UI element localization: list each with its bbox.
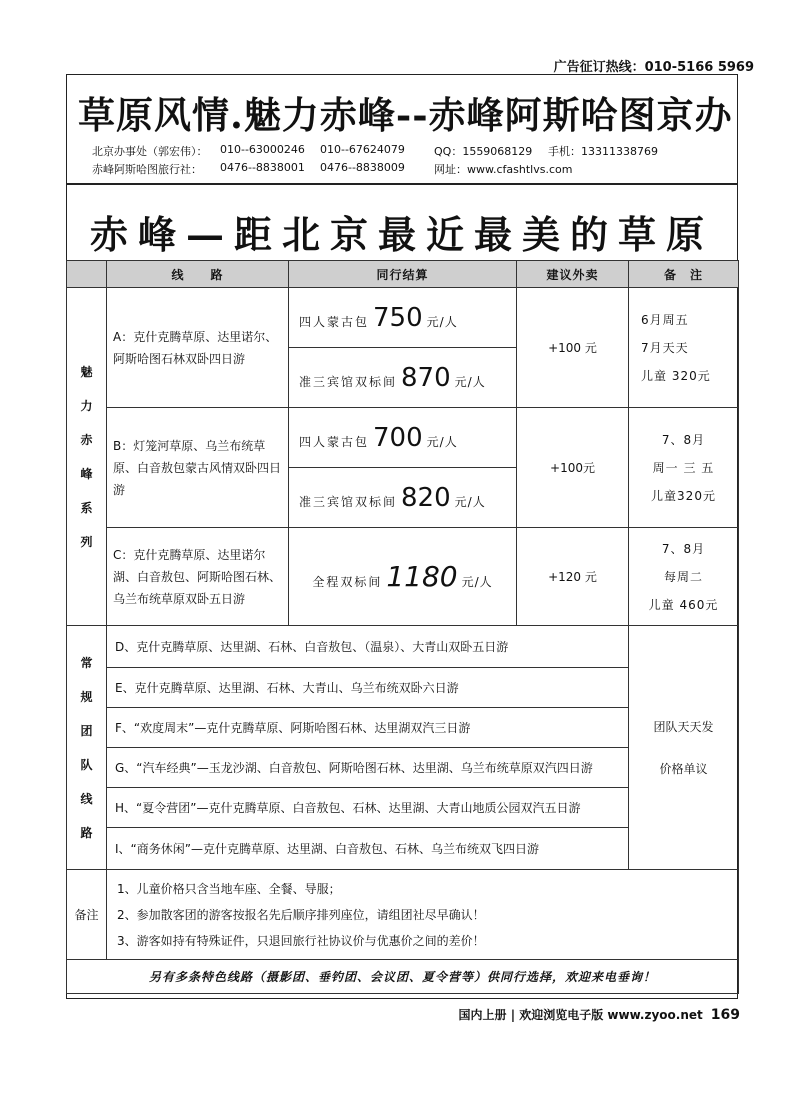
office-phone-2: 010--67624079 [320,143,405,156]
tour-c-route: C：克什克腾草原、达里诺尔湖、白音敖包、阿斯哈图石林、乌兰布统草原双卧五日游 [107,528,289,626]
table-row [67,408,739,468]
advertising-hotline: 广告征订热线：010-5166 5969 [553,60,754,75]
brand-title: 草原风情.魅力赤峰--赤峰阿斯哈图京办 [78,93,733,137]
tour-a-route: A：克什克腾草原、达里诺尔、阿斯哈图石林双卧四日游 [107,288,289,408]
route-f: F、“欢度周末”—克什克腾草原、阿斯哈图石林、达里湖双汽三日游 [107,708,629,748]
table-header-row [67,261,739,288]
table-row [67,960,739,994]
tour-b-price-2: 准三宾馆双标间 820 元/人 [289,468,517,528]
tour-b-route: B：灯笼河草原、乌兰布统草原、白音敖包蒙古风情双卧四日游 [107,408,289,528]
table-row [67,870,739,960]
footer-text: 国内上册 | 欢迎浏览电子版 www.zyoo.net [458,1008,703,1022]
route-e: E、克什克腾草原、达里湖、石林、大青山、乌兰布统双卧六日游 [107,668,629,708]
tour-b-markup: +100元 [517,408,629,528]
route-g: G、“汽车经典”—玉龙沙湖、白音敖包、阿斯哈图石林、达里湖、乌兰布统草原双汽四日游 [107,748,629,788]
series-1-label: 魅 力 赤 峰 系 列 [67,288,107,626]
remarks-list: 1、儿童价格只含当地车座、全餐、导服； 2、参加散客团的游客按报名先后顺序排列座位，请组团社尽早确认！ 3、游客如持有特殊证件，只退回旅行社协议价与优惠价之间的差价！ [107,870,739,960]
website: 网址：www.cfashtlvs.com [434,163,573,176]
tour-b-notes: 7、8月 周一 三 五 儿童320元 [629,408,739,528]
mobile-number: 手机：13311338769 [548,145,658,158]
route-i: I、“商务休闲”—克什克腾草原、达里湖、白音敖包、石林、乌兰布统双飞四日游 [107,828,629,870]
agency-phone-1: 0476--8838001 [220,161,305,174]
agency-label: 赤峰阿斯哈图旅行社： [92,163,202,176]
tour-a-price-1: 四人蒙古包 750 元/人 [289,288,517,348]
header-retail: 建议外卖 [517,261,629,288]
page-number: 169 [710,1007,740,1023]
header-route: 线 路 [107,261,289,288]
agency-phone-2: 0476--8838009 [320,161,405,174]
table-row [67,626,739,668]
tour-a-price-2: 准三宾馆双标间 870 元/人 [289,348,517,408]
office-label: 北京办事处（郭宏伟）： [92,145,208,158]
group-note: 团队天天发 价格单议 [629,626,739,870]
table-row [67,288,739,348]
tour-table [66,260,739,994]
headline: 赤峰—距北京最近最美的草原 [89,212,714,257]
tour-b-price-1: 四人蒙古包 700 元/人 [289,408,517,468]
route-h: H、“夏令营团”—克什克腾草原、白音敖包、石林、达里湖、大青山地质公园双汽五日游 [107,788,629,828]
tour-a-markup: +100 元 [517,288,629,408]
office-phone-1: 010--63000246 [220,143,305,156]
header-remarks: 备 注 [629,261,739,288]
remarks-label: 备注 [67,870,107,960]
header-settlement: 同行结算 [289,261,517,288]
series-2-label: 常 规 团 队 线 路 [67,626,107,870]
route-d: D、克什克腾草原、达里湖、石林、白音敖包、（温泉）、大青山双卧五日游 [107,626,629,668]
tour-c-markup: +120 元 [517,528,629,626]
header-divider [66,183,738,185]
tour-a-notes: 6月周五 7月天天 儿童 320元 [629,288,739,408]
tour-c-notes: 7、8月 每周二 儿童 460元 [629,528,739,626]
qq-number: QQ：1559068129 [434,145,533,158]
tour-c-price: 全程双标间 1180 元/人 [289,528,517,626]
slogan: 另有多条特色线路（摄影团、垂钓团、会议团、夏令营等）供同行选择，欢迎来电垂询！ [67,960,739,994]
header-spacer [67,261,107,288]
page-footer [459,1006,740,1023]
table-row [67,528,739,626]
